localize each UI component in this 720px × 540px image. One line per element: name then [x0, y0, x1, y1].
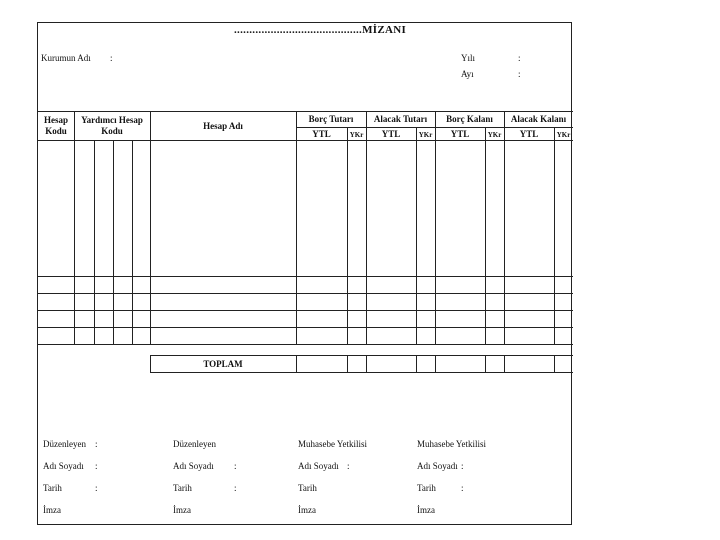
- signature-name-colon-4: :: [461, 461, 464, 471]
- total-divider: [504, 355, 505, 372]
- total-label: TOPLAM: [203, 359, 243, 369]
- signature-role-2: Düzenleyen: [173, 439, 216, 449]
- col-divider: [416, 127, 417, 344]
- credit-balance-ykr: YKr: [556, 131, 571, 139]
- debit-total-header: Borç Tutarı: [308, 114, 354, 124]
- total-divider: [366, 355, 367, 372]
- col-divider: [554, 127, 555, 344]
- row-rule: [38, 327, 573, 328]
- table-bottom-rule: [38, 344, 573, 345]
- credit-balance-ytl: YTL: [519, 129, 539, 139]
- row-rule: [38, 293, 573, 294]
- col-divider: [150, 111, 151, 344]
- total-divider: [347, 355, 348, 372]
- signature-role-3: Muhasebe Yetkilisi: [298, 439, 368, 449]
- header-bottom-rule: [38, 140, 573, 141]
- sub-account-code-header: Yardımcı Hesap Kodu: [81, 115, 143, 136]
- col-divider: [94, 140, 95, 344]
- col-divider: [296, 111, 297, 344]
- trial-balance-form: [37, 22, 572, 525]
- institution-colon: :: [110, 53, 113, 63]
- credit-total-header: Alacak Tutarı: [373, 114, 428, 124]
- total-divider: [416, 355, 417, 372]
- debit-balance-header: Borç Kalanı: [446, 114, 493, 124]
- signature-sign-2: İmza: [173, 505, 191, 515]
- signature-name-colon-1: :: [95, 461, 98, 471]
- col-divider: [74, 140, 75, 344]
- col-divider: [113, 140, 114, 344]
- signature-name-1: Adı Soyadı: [43, 461, 84, 471]
- col-divider: [504, 111, 505, 344]
- row-rule: [38, 276, 573, 277]
- total-top-rule: [150, 355, 573, 356]
- month-colon: :: [518, 69, 521, 79]
- credit-total-ytl: YTL: [381, 129, 401, 139]
- signature-name-3: Adı Soyadı: [298, 461, 339, 471]
- debit-total-ykr: YKr: [349, 131, 364, 139]
- credit-total-ykr: YKr: [418, 131, 433, 139]
- form-title: ..........................................MİZANI: [234, 24, 407, 36]
- total-bottom-rule: [150, 372, 573, 373]
- total-divider: [435, 355, 436, 372]
- signature-sign-1: İmza: [43, 505, 61, 515]
- account-code-header: Hesap Kodu: [43, 115, 68, 136]
- institution-label: Kurumun Adı: [41, 53, 91, 63]
- row-rule: [38, 310, 573, 311]
- col-divider: [347, 127, 348, 344]
- month-label: Ayı: [461, 69, 474, 79]
- signature-name-4: Adı Soyadı: [417, 461, 458, 471]
- account-name-header: Hesap Adı: [203, 121, 243, 131]
- col-divider: [485, 127, 486, 344]
- signature-name-colon-2: :: [234, 461, 237, 471]
- signature-date-3: Tarih: [298, 483, 317, 493]
- signature-date-2: Tarih: [173, 483, 192, 493]
- col-divider: [435, 111, 436, 344]
- signature-sign-4: İmza: [417, 505, 435, 515]
- total-divider: [554, 355, 555, 372]
- signature-sign-3: İmza: [298, 505, 316, 515]
- col-divider: [132, 140, 133, 344]
- col-divider: [366, 111, 367, 344]
- debit-balance-ytl: YTL: [450, 129, 470, 139]
- total-divider: [296, 355, 297, 372]
- year-colon: :: [518, 53, 521, 63]
- signature-name-2: Adı Soyadı: [173, 461, 214, 471]
- signature-date-1: Tarih: [43, 483, 62, 493]
- credit-balance-header: Alacak Kalanı: [510, 114, 567, 124]
- debit-total-ytl: YTL: [312, 129, 331, 139]
- total-divider: [485, 355, 486, 372]
- year-label: Yılı: [461, 53, 476, 63]
- signature-role-4: Muhasebe Yetkilisi: [417, 439, 487, 449]
- signature-role-colon-1: :: [95, 439, 98, 449]
- signature-date-4: Tarih: [417, 483, 436, 493]
- signature-date-colon-2: :: [234, 483, 237, 493]
- signature-role-1: Düzenleyen: [43, 439, 86, 449]
- signature-date-colon-1: :: [95, 483, 98, 493]
- debit-balance-ykr: YKr: [487, 131, 502, 139]
- signature-name-colon-3: :: [347, 461, 350, 471]
- signature-date-colon-4: :: [461, 483, 464, 493]
- table-top-rule: [38, 111, 573, 112]
